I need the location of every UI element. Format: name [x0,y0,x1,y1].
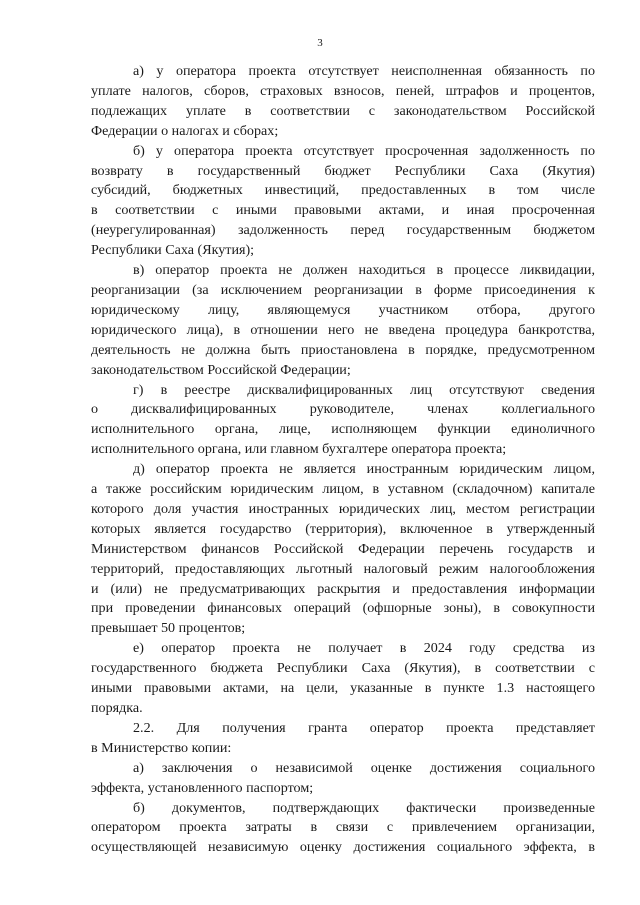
paragraph-d-not-foreign-entity [91,460,595,639]
text-line: б) у оператора проекта отсутствует просроченная задолженность по [133,142,595,159]
paragraph-a-no-tax-debt [91,62,595,142]
text-line: порядка. [91,700,143,716]
text-line: б) документов, подтверждающих фактически произведенные [133,799,595,816]
text-line: а) заключения о независимой оценке достижения социального [133,759,595,776]
text-line: территорий, предоставляющих льготный налоговый режим налогообложения [91,560,595,577]
paragraph-2-2-documents [91,719,595,759]
text-line: 2.2. Для получения гранта оператор проекта представляет [133,719,595,736]
text-line: и (или) не предусматривающих раскрытия и предоставления информации [91,580,595,597]
text-line: при проведении финансовых операций (офшорные зоны), в совокупности [91,600,595,617]
text-line: подлежащих уплате в соответствии с законодательством Российской [91,102,595,119]
text-line: законодательством Российской Федерации; [91,361,351,378]
text-line: Федерации о налогах и сборах; [91,122,279,139]
text-line: а) у оператора проекта отсутствует неисполненная обязанность по [133,63,595,79]
text-line: (неурегулированная) задолженность перед государственным бюджетом [91,222,595,239]
text-line: в соответствии с иными правовыми актами, и иная просроченная [91,202,595,219]
text-line: деятельность не должна быть приостановлена в порядке, предусмотренном [91,341,595,358]
paragraph-v-no-liquidation [91,261,595,380]
text-line: исполнительного органа, или главном бухгалтере оператора проекта; [91,441,507,458]
text-line: е) оператор проекта не получает в 2024 году средства из [133,640,595,657]
document-body [91,62,595,858]
text-line: Республики Саха (Якутия); [91,242,255,259]
text-line: д) оператор проекта не является иностранным юридическим лицом, [133,461,595,478]
text-line: г) в реестре дисквалифицированных лиц отсутствуют сведения [133,381,595,398]
paragraph-g-disqualified-persons [91,381,595,461]
paragraph-2-2-b-expenses [91,799,595,859]
text-line: реорганизации (за исключением реорганизации в форме присоединения к [91,281,595,298]
text-line: о дисквалифицированных руководителе, членах коллегиального [91,401,595,418]
text-line: возврату в государственный бюджет Республики Саха (Якутия) [91,162,595,179]
paragraph-b-no-overdue-debt [91,142,595,261]
text-line: которых является государство (территория), включенное в утвержденный [91,520,595,537]
page-number: 3 [317,37,323,49]
text-line: государственного бюджета Республики Саха (Якутия), в соответствии с [91,660,595,677]
text-line: юридическому лицу, являющемуся участником отбора, другого [91,301,595,318]
text-line: а также российским юридическим лицом, в уставном (складочном) капитале [91,481,595,498]
text-line: эффекта, установленного паспортом; [91,779,314,796]
text-line: превышает 50 процентов; [91,620,246,637]
paragraph-e-no-budget-funds [91,639,595,719]
text-line: Министерством финансов Российской Федерации перечень государств и [91,540,595,557]
text-line: оператором проекта затраты в связи с привлечением организации, [91,819,595,836]
text-line: которого доля участия иностранных юридических лиц, местом регистрации [91,500,595,517]
text-line: в Министерство копии: [91,739,232,756]
text-line: уплате налогов, сборов, страховых взносов, пеней, штрафов и процентов, [91,82,595,99]
text-line: исполнительного органа, лице, исполняющем функции единоличного [91,421,595,438]
text-line: юридического лица), в отношении него не введена процедура банкротства, [91,321,595,338]
text-line: осуществляющей независимую оценку достижения социального эффекта, в [91,839,595,856]
text-line: иными правовыми актами, на цели, указанные в пункте 1.3 настоящего [91,680,595,697]
text-line: в) оператор проекта не должен находиться в процессе ликвидации, [133,262,595,279]
paragraph-2-2-a-assessment [91,759,595,799]
text-line: субсидий, бюджетных инвестиций, предоставленных в том числе [91,182,595,199]
